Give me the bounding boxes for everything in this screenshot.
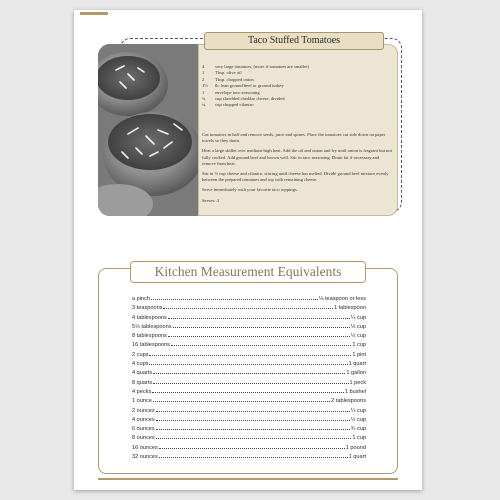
ingredient-qty: 4 xyxy=(202,64,205,69)
ingredient-qty: ¾ xyxy=(202,96,206,102)
measurement-to: ¾ cup xyxy=(350,426,366,433)
ingredient-row xyxy=(202,102,394,108)
measurement-from: 4 ounces xyxy=(132,416,155,423)
dot-leader xyxy=(171,340,351,346)
measurement-row xyxy=(132,433,366,442)
recipe-title: Taco Stuffed Tomatoes xyxy=(204,32,384,50)
dot-leader xyxy=(152,387,344,393)
measurement-to: ⅛ teaspoon or less xyxy=(318,296,366,302)
ingredient-item: Tbsp. olive oil xyxy=(215,70,242,76)
measurement-list xyxy=(132,294,366,461)
measurement-from: 4 tablespoons xyxy=(132,314,167,321)
measurement-to: 1 tablespoon xyxy=(333,305,366,312)
dot-leader xyxy=(173,322,350,328)
dot-leader xyxy=(151,294,318,300)
ingredient-qty: 2 xyxy=(202,76,205,82)
measurement-from: 2 ounces xyxy=(132,407,155,414)
measurement-to: 1 cup xyxy=(352,435,366,442)
measurement-from: 4 quarts xyxy=(132,370,153,377)
measurement-from: 4 pecks xyxy=(132,388,152,395)
dot-leader xyxy=(153,378,348,384)
top-accent-bar xyxy=(80,12,108,15)
direction-step: Cut tomatoes in half and remove seeds, juice and spines. Place the tomatoes cut side down on paper towels so they drain. xyxy=(202,132,386,144)
measurement-from: 16 ounces xyxy=(132,444,158,451)
measurement-from: 8 ounces xyxy=(132,435,155,442)
direction-step: Heat a large skillet over medium-high heat. Add the oil and onion and fry until onion is fragrant but not fully cooked. Add ground beef and brown well. Stir in taco seasoning. Drain fat if necessary and remove from heat. xyxy=(202,148,393,166)
measurement-to: ⅓ cup xyxy=(350,323,366,330)
dot-leader xyxy=(153,396,330,402)
measurement-to: 2 tablespoons xyxy=(331,398,366,405)
ingredient-item: envelope taco seasoning xyxy=(215,89,260,95)
measurement-to: 1 pint xyxy=(352,351,366,358)
dot-leader xyxy=(159,443,345,449)
serves-line: Serves: 4 xyxy=(202,197,219,203)
measurement-to: ¼ cup xyxy=(350,407,366,414)
ingredient-qty: ¼ xyxy=(202,102,206,108)
measurement-to: ½ cup xyxy=(350,416,366,423)
dot-leader xyxy=(159,452,348,458)
measurement-row xyxy=(132,452,366,461)
measurement-row xyxy=(132,443,366,452)
measurement-from: 8 tablespoons xyxy=(132,333,167,340)
measurement-to: 1 cup xyxy=(352,342,366,349)
ingredient-qty: 1½ xyxy=(202,83,208,89)
measurement-row xyxy=(132,415,366,424)
dot-leader xyxy=(149,350,351,356)
measurement-row xyxy=(132,294,366,303)
measurement-from: 3 teaspoons xyxy=(132,305,163,312)
measurement-from: 4 cups xyxy=(132,361,149,368)
bottom-accent-bar xyxy=(98,478,398,480)
dot-leader xyxy=(156,415,350,421)
measurement-to: 1 bushel xyxy=(344,388,366,395)
measurement-to: ¼ cup xyxy=(350,314,366,321)
measurement-row xyxy=(132,340,366,349)
dot-leader xyxy=(156,433,352,439)
dot-leader xyxy=(156,424,350,430)
measurement-row xyxy=(132,331,366,340)
measurement-from: 2 cups xyxy=(132,351,149,358)
measurement-row xyxy=(132,406,366,415)
dot-leader xyxy=(156,406,350,412)
ingredient-item: Tbsp. chopped onion xyxy=(215,76,254,82)
directions xyxy=(202,132,392,208)
measurement-row xyxy=(132,387,366,396)
measurement-from: 1 ounce xyxy=(132,398,152,405)
dot-leader xyxy=(168,313,350,319)
dot-leader xyxy=(149,359,347,365)
measurement-to: 1 pound xyxy=(345,444,366,451)
measurement-row xyxy=(132,313,366,322)
measurement-to: ½ cup xyxy=(350,333,366,340)
stuffed-tomatoes-photo-icon xyxy=(98,44,198,216)
ingredients-list xyxy=(202,64,394,109)
dot-leader xyxy=(163,303,332,309)
measurement-row xyxy=(132,424,366,433)
measurement-row xyxy=(132,368,366,377)
measurement-row xyxy=(132,378,366,387)
measurement-from: a pinch xyxy=(132,296,151,302)
ingredient-item: cup chopped cilantro xyxy=(215,102,254,108)
measurement-row xyxy=(132,322,366,331)
measurement-row xyxy=(132,303,366,312)
ingredient-item: very large tomatoes, (more if tomatoes are smaller) xyxy=(215,64,310,69)
measurement-row xyxy=(132,396,366,405)
measurement-from: 6 ounces xyxy=(132,426,155,433)
recipe-photo xyxy=(98,44,198,216)
measurement-to: 1 quart xyxy=(348,454,366,461)
measurement-title: Kitchen Measurement Equivalents xyxy=(130,261,366,283)
direction-step: Serve immediately with your favorite taco toppings. xyxy=(202,187,298,193)
dot-leader xyxy=(153,368,345,374)
recipe-page xyxy=(74,10,422,490)
ingredient-item: cup shredded cheddar cheese, divided xyxy=(215,96,285,102)
measurement-to: 1 gallon xyxy=(346,370,366,377)
measurement-row xyxy=(132,350,366,359)
dot-leader xyxy=(168,331,350,337)
measurement-row xyxy=(132,359,366,368)
ingredient-qty: 1 xyxy=(202,70,205,76)
ingredient-qty: 1 xyxy=(202,89,205,95)
measurement-from: 5⅓ tablespoons xyxy=(132,323,172,330)
measurement-to: 1 quart xyxy=(348,361,366,368)
measurement-from: 8 quarts xyxy=(132,379,153,386)
measurement-to: 1 peck xyxy=(349,379,366,386)
ingredient-item: lb. lean ground beef or ground turkey xyxy=(215,83,284,89)
direction-step: Stir in ½ cup cheese and cilantro, stirring until cheese has melted. Divide ground beef mixture evenly between the prepared tomatoes and top with remaining cheese. xyxy=(202,171,389,183)
measurement-from: 32 ounces xyxy=(132,454,158,461)
measurement-from: 16 tablespoons xyxy=(132,342,170,349)
